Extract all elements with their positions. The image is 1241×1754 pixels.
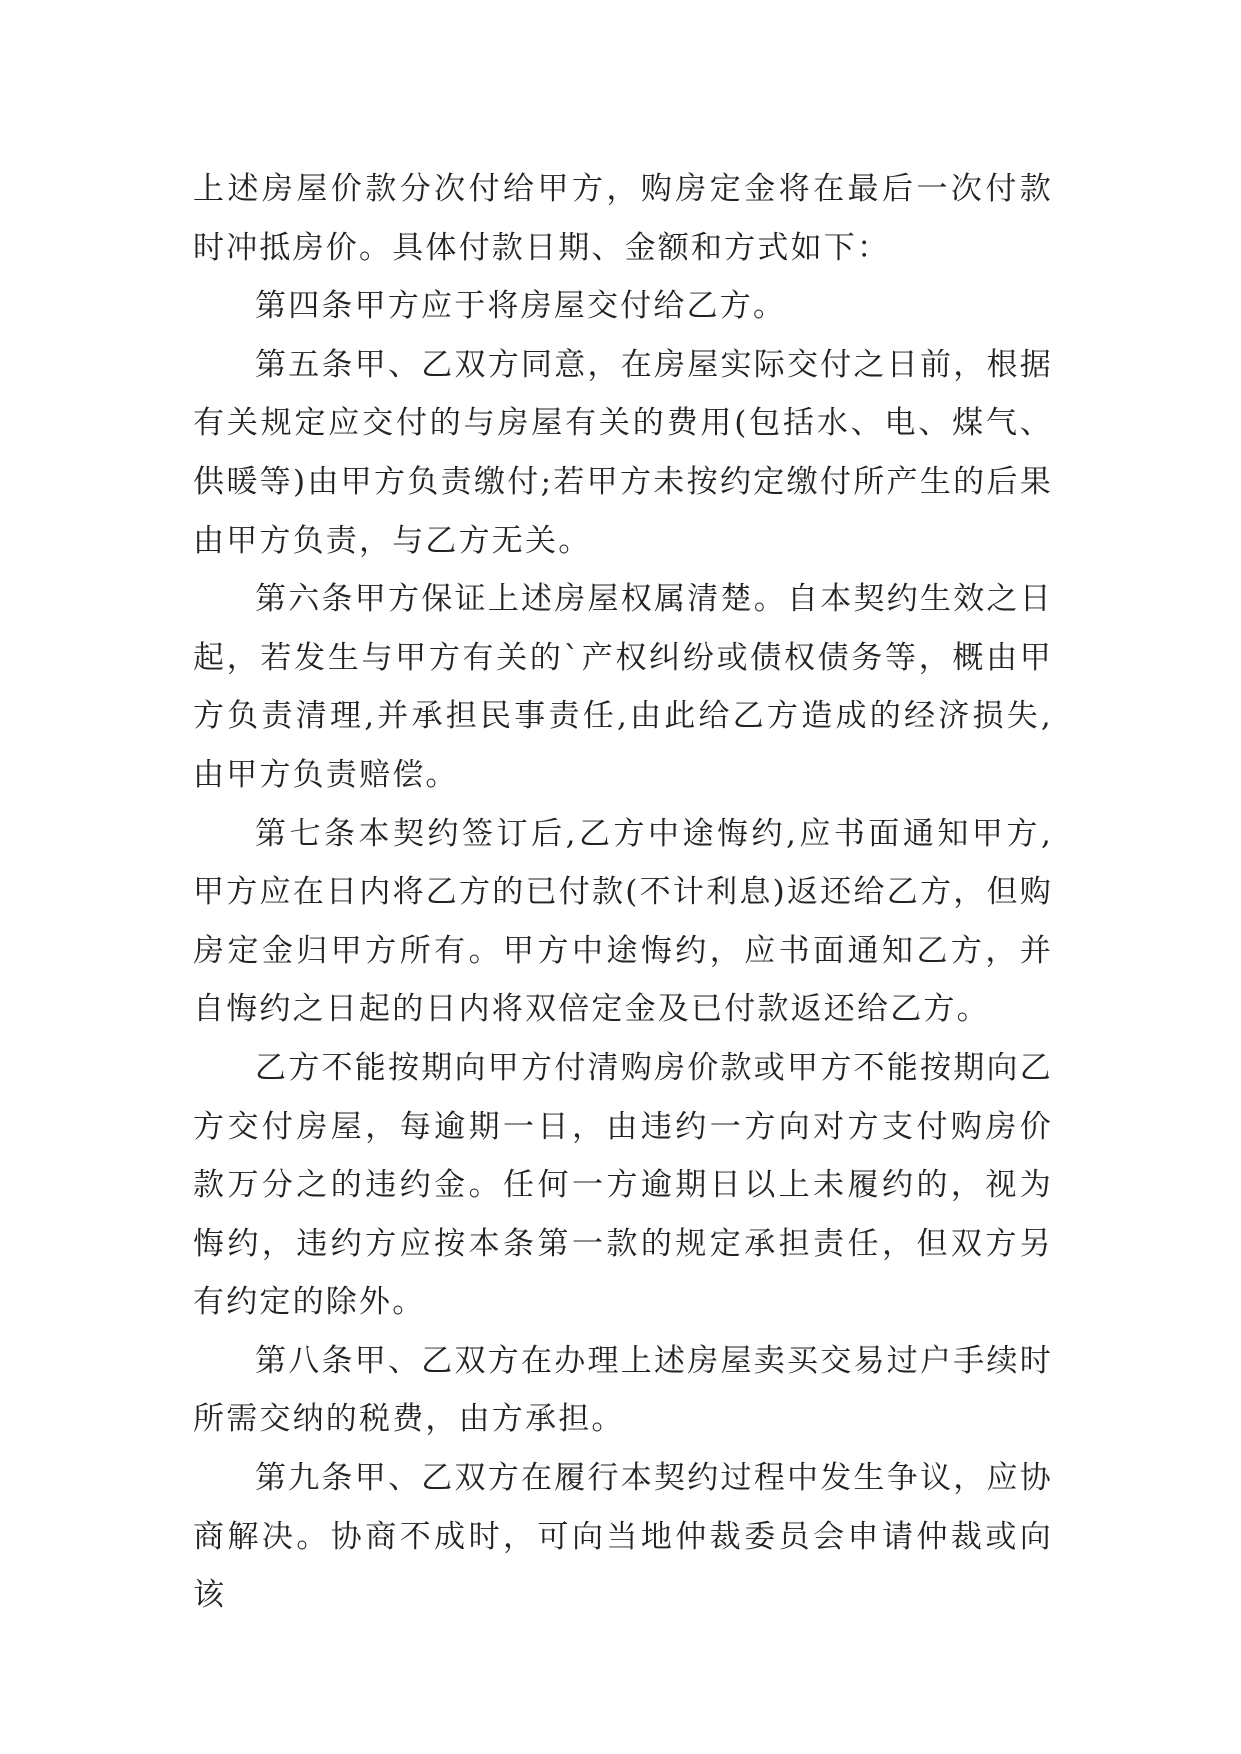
paragraph-article-4: 第四条甲方应于将房屋交付给乙方。 <box>255 288 787 325</box>
document-page <box>193 160 1053 1625</box>
paragraph-article-6: 第六条甲方保证上述房屋权属清楚。自本契约生效之日起，若发生与甲方有关的`产权纠纷或债权债务等，概由甲方负责清理,并承担民事责任,由此给乙方造成的经济损失,由甲方负责赔偿。 <box>193 581 1053 793</box>
paragraph-payment-terms: 上述房屋价款分次付给甲方，购房定金将在最后一次付款时冲抵房价。具体付款日期、金额和方式如下： <box>193 171 1053 266</box>
paragraph-article-8: 第八条甲、乙双方在办理上述房屋卖买交易过户手续时所需交纳的税费，由方承担。 <box>193 1342 1053 1438</box>
paragraph-article-9: 第九条甲、乙双方在履行本契约过程中发生争议，应协商解决。协商不成时，可向当地仲裁委员会申请仲裁或向该 <box>193 1460 1053 1614</box>
paragraph-article-7-default-penalty: 乙方不能按期向甲方付清购房价款或甲方不能按期向乙方交付房屋，每逾期一日，由违约一方向对方支付购房价款万分之的违约金。任何一方逾期日以上未履约的，视为悔约，违约方应按本条第一款的规定承担责任，但双方另有约定的除外。 <box>193 1049 1053 1321</box>
paragraph-article-7: 第七条本契约签订后,乙方中途悔约,应书面通知甲方,甲方应在日内将乙方的已付款(不计利息)返还给乙方，但购房定金归甲方所有。甲方中途悔约，应书面通知乙方，并自悔约之日起的日内将双倍定金及已付款返还给乙方。 <box>193 815 1053 1028</box>
paragraph-article-5: 第五条甲、乙双方同意，在房屋实际交付之日前，根据有关规定应交付的与房屋有关的费用(包括水、电、煤气、供暖等)由甲方负责缴付;若甲方未按约定缴付所产生的后果由甲方负责，与乙方无关。 <box>193 346 1053 559</box>
